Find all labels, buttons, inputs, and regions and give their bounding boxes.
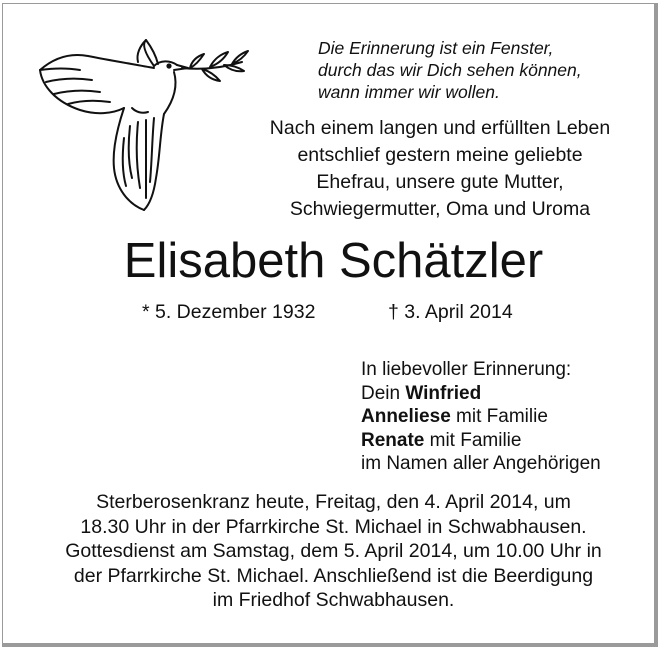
quote-line: wann immer wir wollen.	[318, 82, 500, 102]
quote-line: Die Erinnerung ist ein Fenster,	[318, 38, 554, 58]
notice-line: Sterberosenkranz heute, Freitag, den 4. April 2014, um	[96, 491, 571, 513]
family-member-name: Renate	[361, 429, 425, 451]
family-suffix: mit Familie	[450, 406, 548, 427]
notice-line: Gottesdienst am Samstag, dem 5. April 2014, um 10.00 Uhr in	[65, 540, 602, 562]
memorial-quote	[318, 37, 638, 103]
family-member-name: Winfried	[405, 382, 482, 404]
family-member-name: Anneliese	[361, 406, 451, 427]
notice-line: 18.30 Uhr in der Pfarrkirche St. Michael in Schwabhausen.	[80, 515, 587, 538]
funeral-service-notice	[0, 490, 667, 613]
birth-date: * 5. Dezember 1932	[142, 301, 316, 323]
family-line	[361, 429, 601, 453]
dove-with-olive-branch-icon	[32, 38, 252, 213]
family-prefix: Dein	[361, 382, 406, 404]
death-date: † 3. April 2014	[388, 301, 513, 323]
family-signature	[361, 358, 601, 476]
family-suffix: mit Familie	[424, 429, 522, 451]
family-line: im Namen aller Angehörigen	[361, 453, 601, 474]
intro-line: entschlief gestern meine geliebte	[297, 144, 583, 166]
intro-line: Nach einem langen und erfüllten Leben	[269, 117, 611, 139]
intro-line: Ehefrau, unsere gute Mutter,	[316, 171, 564, 193]
family-line	[361, 405, 601, 429]
notice-line: der Pfarrkirche St. Michael. Anschließend ist die Beerdigung	[73, 564, 594, 587]
deceased-name: Elisabeth Schätzler	[123, 234, 544, 288]
family-line	[361, 382, 601, 406]
death-announcement-text	[240, 115, 640, 223]
quote-line: durch das wir Dich sehen können,	[318, 60, 582, 80]
notice-line: im Friedhof Schwabhausen.	[212, 589, 455, 611]
intro-line: Schwiegermutter, Oma und Uroma	[289, 198, 591, 220]
family-line: In liebevoller Erinnerung:	[361, 359, 572, 380]
